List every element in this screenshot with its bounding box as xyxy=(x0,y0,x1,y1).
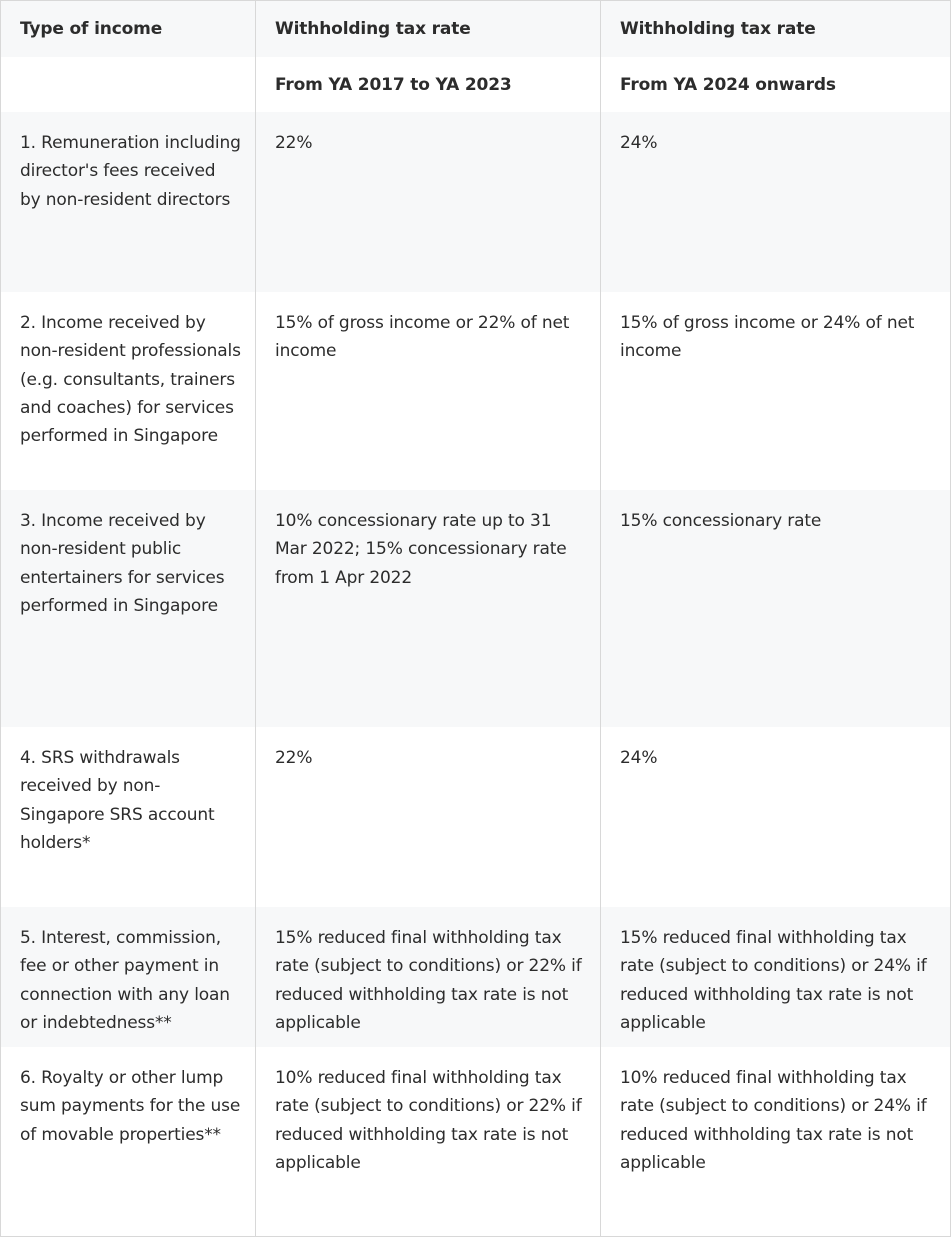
subheader-ya-2024-onwards: From YA 2024 onwards xyxy=(600,57,950,112)
rate-2017-2023-cell: 22% xyxy=(255,112,600,292)
income-type-cell: 4. SRS withdrawals received by non-Singapore SRS account holders* xyxy=(20,748,215,853)
header-withholding-rate-1: Withholding tax rate xyxy=(255,1,600,57)
income-type-cell: 5. Interest, commission, fee or other payment in connection with any loan or indebtedness** xyxy=(20,928,230,1033)
table-row xyxy=(1,112,950,292)
table-row xyxy=(1,490,950,727)
rate-2024-cell: 15% of gross income or 24% of net income xyxy=(600,292,950,490)
income-type-cell: 3. Income received by non-resident public entertainers for services performed in Singapore xyxy=(20,511,225,616)
table-header-row xyxy=(1,1,950,57)
rate-2017-2023-cell: 22% xyxy=(255,727,600,907)
table-row xyxy=(1,1047,950,1236)
header-type-of-income: Type of income xyxy=(20,19,163,39)
rate-2017-2023-cell: 15% reduced final withholding tax rate (subject to conditions) or 22% if reduced withholding tax rate is not applicable xyxy=(255,907,600,1047)
rate-2017-2023-cell: 10% reduced final withholding tax rate (subject to conditions) or 22% if reduced withholding tax rate is not applicable xyxy=(255,1047,600,1236)
table-row xyxy=(1,907,950,1047)
rate-2017-2023-cell: 15% of gross income or 22% of net income xyxy=(255,292,600,490)
income-type-cell: 6. Royalty or other lump sum payments for the use of movable properties** xyxy=(20,1068,241,1145)
table-row xyxy=(1,292,950,490)
rate-2024-cell: 24% xyxy=(600,112,950,292)
rate-2024-cell: 15% reduced final withholding tax rate (subject to conditions) or 24% if reduced withholding tax rate is not applicable xyxy=(600,907,950,1047)
table-row xyxy=(1,727,950,907)
header-withholding-rate-2: Withholding tax rate xyxy=(600,1,950,57)
rate-2024-cell: 24% xyxy=(600,727,950,907)
income-type-cell: 2. Income received by non-resident professionals (e.g. consultants, trainers and coaches) for services performed in Singapore xyxy=(20,313,241,447)
rate-2024-cell: 10% reduced final withholding tax rate (subject to conditions) or 24% if reduced withholding tax rate is not applicable xyxy=(600,1047,950,1236)
table-subheader-row xyxy=(1,57,950,112)
rate-2017-2023-cell: 10% concessionary rate up to 31 Mar 2022; 15% concessionary rate from 1 Apr 2022 xyxy=(255,490,600,727)
rate-2024-cell: 15% concessionary rate xyxy=(600,490,950,727)
income-type-cell: 1. Remuneration including director's fees received by non-resident directors xyxy=(20,133,241,210)
subheader-ya-2017-2023: From YA 2017 to YA 2023 xyxy=(255,57,600,112)
subheader-empty xyxy=(1,57,255,112)
